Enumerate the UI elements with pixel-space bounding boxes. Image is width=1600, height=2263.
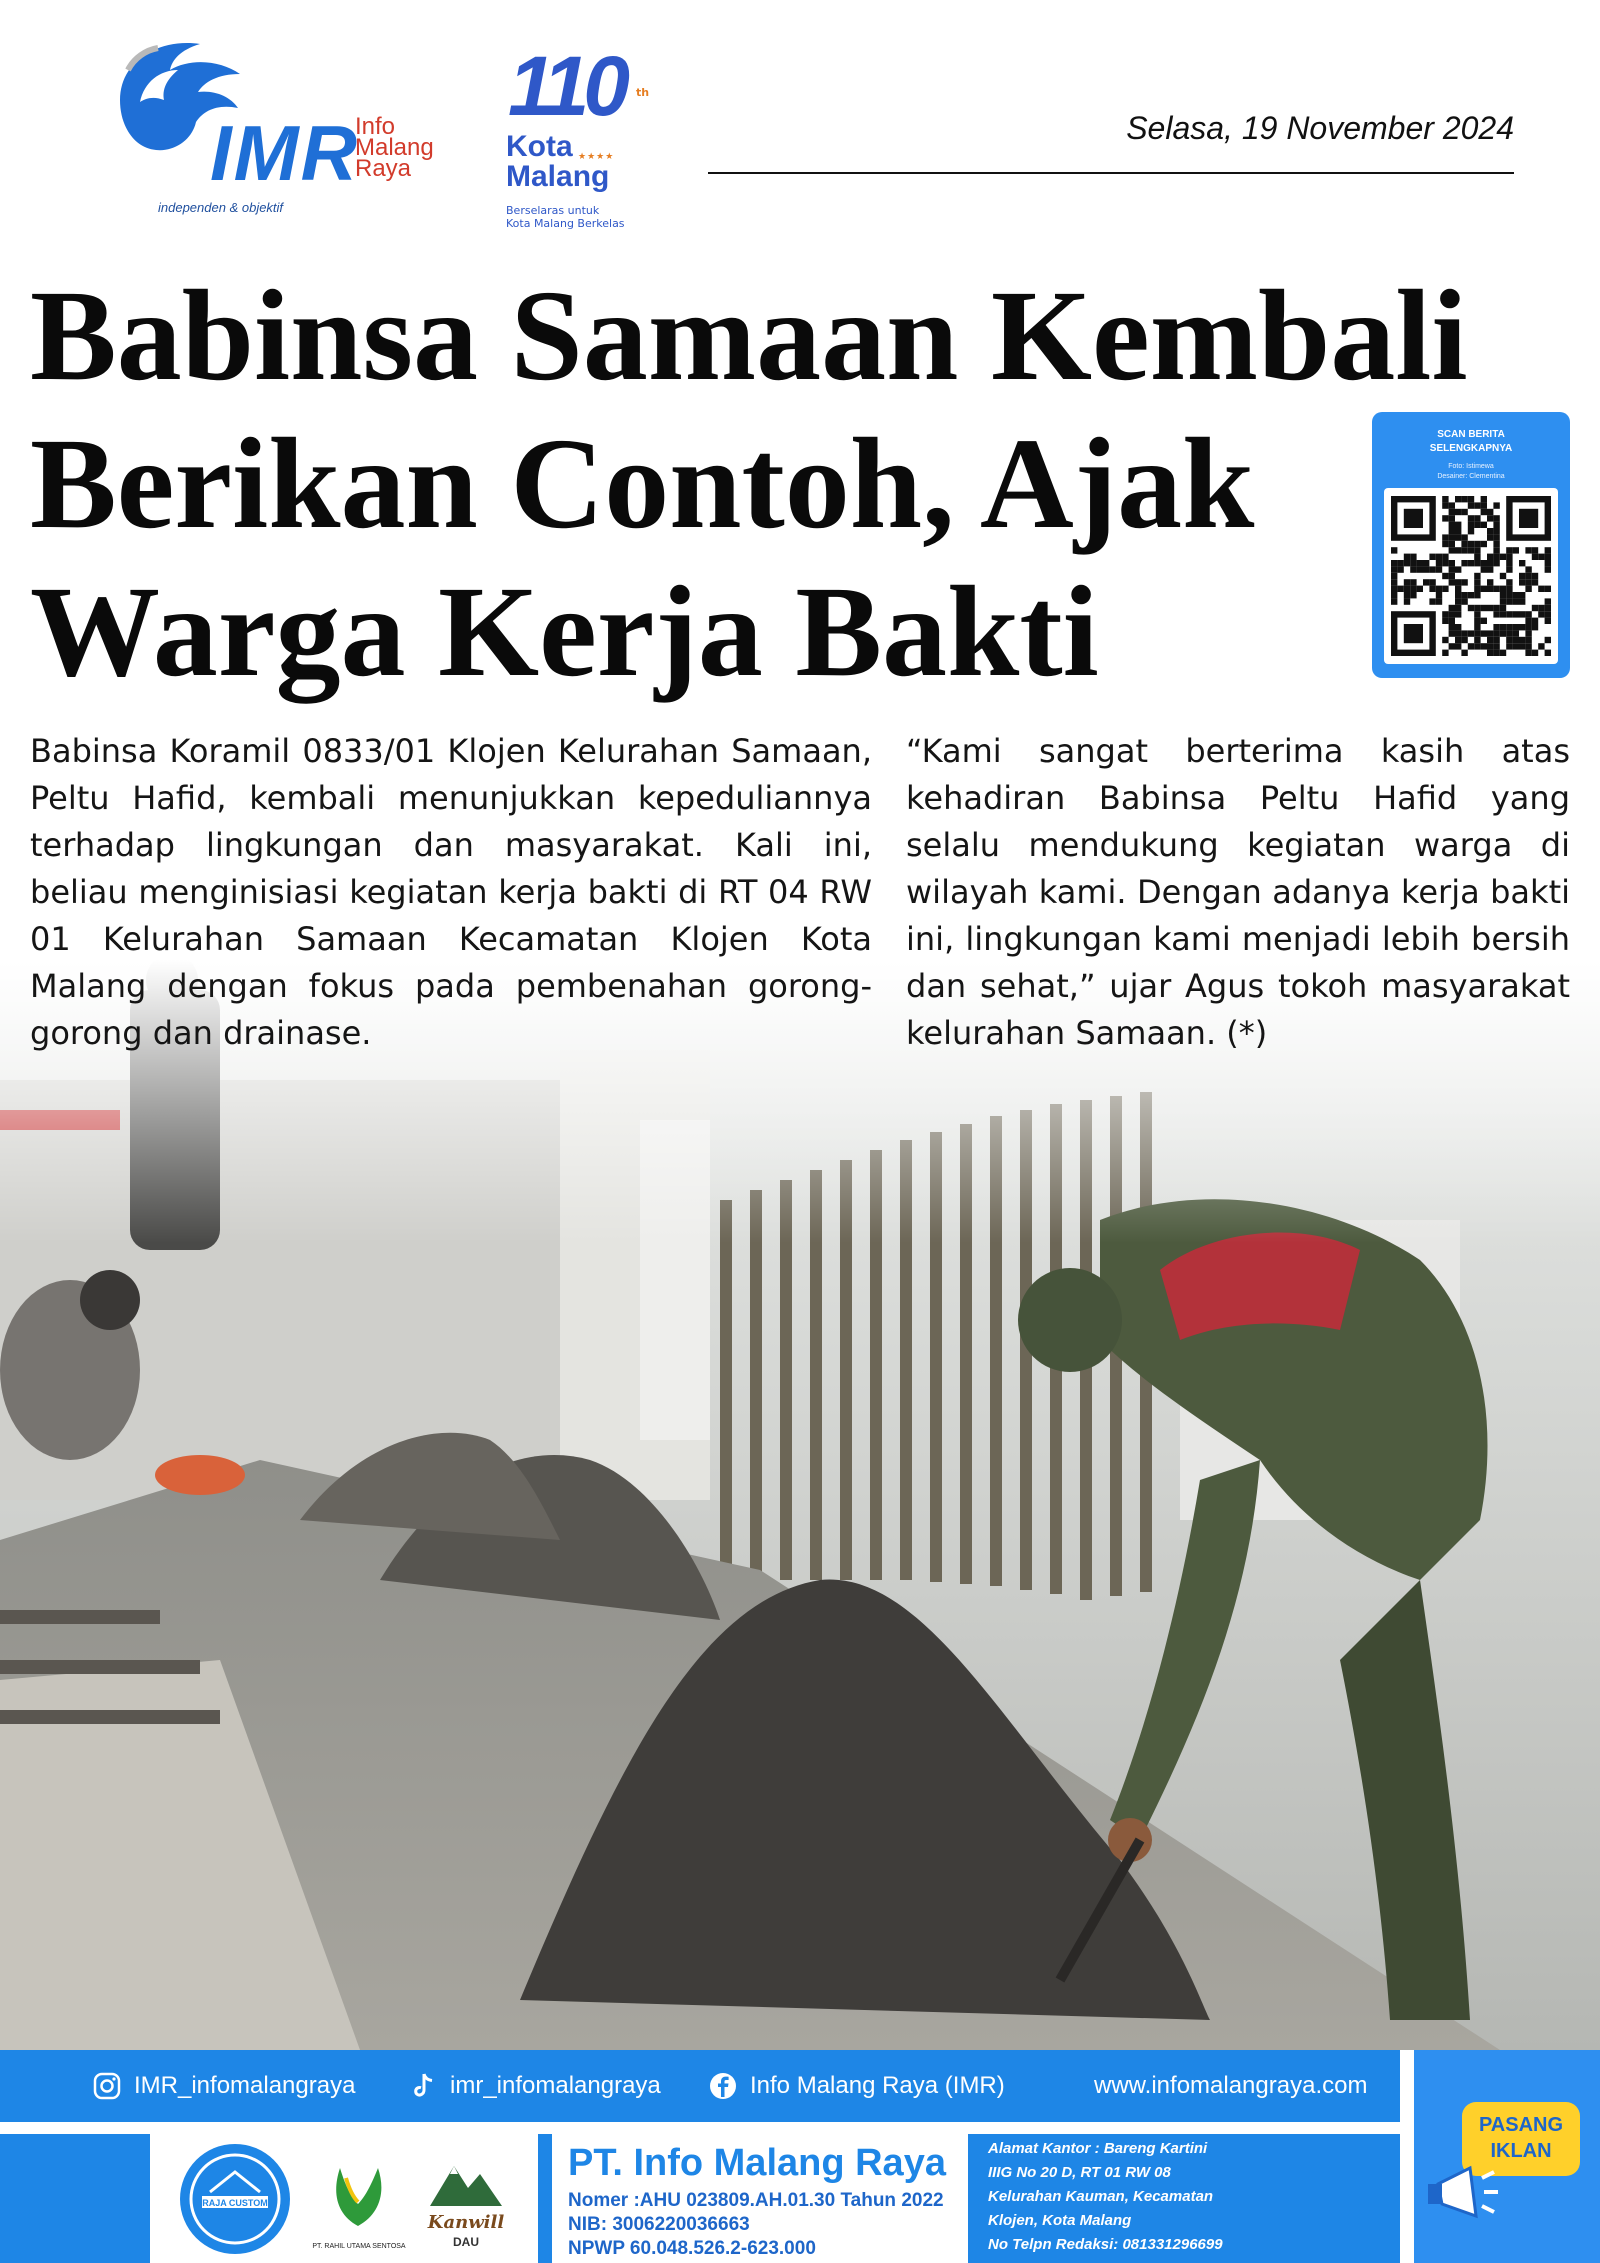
- imr-name: Info Malang Raya: [355, 113, 434, 182]
- address-line: IIIG No 20 D, RT 01 RW 08: [988, 2164, 1171, 2181]
- website-url: www.infomalangraya.com: [1094, 2072, 1368, 2099]
- instagram-link[interactable]: [92, 2068, 355, 2104]
- rahil-utama-icon: [306, 2148, 412, 2258]
- company-info: [538, 2134, 968, 2263]
- raja-custom-label: RAJA CUSTOM: [202, 2198, 268, 2208]
- address-line: Kelurahan Kauman, Kecamatan: [988, 2188, 1214, 2205]
- kerja-bakti-photo: [0, 960, 1600, 2050]
- qr-code[interactable]: [1384, 488, 1558, 664]
- advertise-label: IKLAN: [1490, 2140, 1552, 2162]
- raja-custom-logo: [180, 2144, 290, 2254]
- headline: [30, 262, 1570, 706]
- imr-logo: [100, 30, 480, 215]
- company-legal-number: Nomer :AHU 023809.AH.01.30 Tahun 2022: [568, 2190, 944, 2211]
- anniversary-tagline: Berselaras untuk Kota Malang Berkelas: [506, 204, 625, 230]
- office-address: [968, 2134, 1400, 2263]
- company-npwp: NPWP 60.048.526.2-623.000: [568, 2238, 816, 2259]
- anniversary-number: 110: [508, 39, 624, 133]
- social-bar: [0, 2050, 1400, 2122]
- headline-line: Babinsa Samaan Kembali: [30, 264, 1468, 408]
- facebook-link[interactable]: [708, 2068, 1005, 2104]
- publish-date: Selasa, 19 November 2024: [1126, 110, 1514, 146]
- headline-line: Warga Kerja Bakti: [30, 560, 1099, 704]
- tiktok-link[interactable]: [408, 2068, 661, 2104]
- advertise-button[interactable]: [1414, 2050, 1600, 2263]
- facebook-page: Info Malang Raya (IMR): [750, 2072, 1005, 2099]
- article-right-column: “Kami sangat berterima kasih atas kehadiran Babinsa Peltu Hafid yang selalu mendukung kegiatan warga di wilayah kami. Dengan adanya kerja bakti ini, lingkungan kami menjadi lebih bersih dan sehat,” ujar Agus tokoh masyarakat kelurahan Samaan. (*): [906, 732, 1570, 1052]
- tiktok-icon: [408, 2071, 438, 2101]
- footer-accent-block: [0, 2134, 150, 2263]
- instagram-icon: [92, 2071, 122, 2101]
- anniversary-city: Kota Malang: [506, 130, 610, 193]
- article-left-column: Babinsa Koramil 0833/01 Klojen Kelurahan Samaan, Peltu Hafid, kembali menunjukkan kepeduliannya terhadap lingkungan dan masyarakat. Kali ini, beliau menginisiasi kegiatan kerja bakti di RT 04 RW 01 Kelurahan Samaan Kecamatan Klojen Kota Malang dengan fokus pada pembenahan gorong-gorong dan drainase.: [30, 732, 872, 1052]
- qr-title: SCAN BERITA SELENGKAPNYA: [1429, 429, 1513, 454]
- facebook-icon: [708, 2071, 738, 2101]
- rahil-utama-logo: [306, 2148, 412, 2258]
- anniversary-suffix: th: [636, 86, 650, 99]
- qr-code-icon: [1384, 488, 1558, 664]
- address-line: Alamat Kantor : Bareng Kartini: [988, 2140, 1208, 2157]
- rahil-utama-label: PT. RAHIL UTAMA SENTOSA: [312, 2243, 406, 2250]
- headline-line: Berikan Contoh, Ajak: [30, 412, 1255, 556]
- kanwill-label: Kanwill: [427, 2212, 505, 2233]
- qr-card[interactable]: [1372, 412, 1570, 678]
- address-line: Klojen, Kota Malang: [988, 2212, 1132, 2229]
- qr-credits: Foto: Istimewa Desainer: Clementina: [1437, 463, 1505, 480]
- website-link[interactable]: [1094, 2068, 1367, 2104]
- raja-custom-icon: [180, 2144, 290, 2254]
- kanwill-dau-icon: [420, 2144, 512, 2258]
- footer: [0, 2134, 1400, 2263]
- company-name: PT. Info Malang Raya: [568, 2142, 946, 2184]
- date-divider: [708, 172, 1514, 174]
- instagram-handle: IMR_infomalangraya: [134, 2072, 356, 2099]
- article-photo: [0, 960, 1600, 2050]
- stars-icon: ★★★★: [578, 152, 615, 162]
- kanwill-dau-logo: [420, 2144, 512, 2258]
- kota-malang-110-logo: [494, 36, 654, 232]
- advertise-label: PASANG: [1478, 2114, 1564, 2136]
- megaphone-icon: [1424, 2160, 1504, 2230]
- dau-label: DAU: [453, 2235, 479, 2249]
- company-nib: NIB: 3006220036663: [568, 2214, 750, 2235]
- imr-wordmark: IMR: [210, 109, 359, 197]
- imr-tagline: independen & objektif: [158, 200, 284, 215]
- address-phone: No Telpn Redaksi: 081331296699: [988, 2236, 1223, 2253]
- tiktok-handle: imr_infomalangraya: [450, 2072, 661, 2099]
